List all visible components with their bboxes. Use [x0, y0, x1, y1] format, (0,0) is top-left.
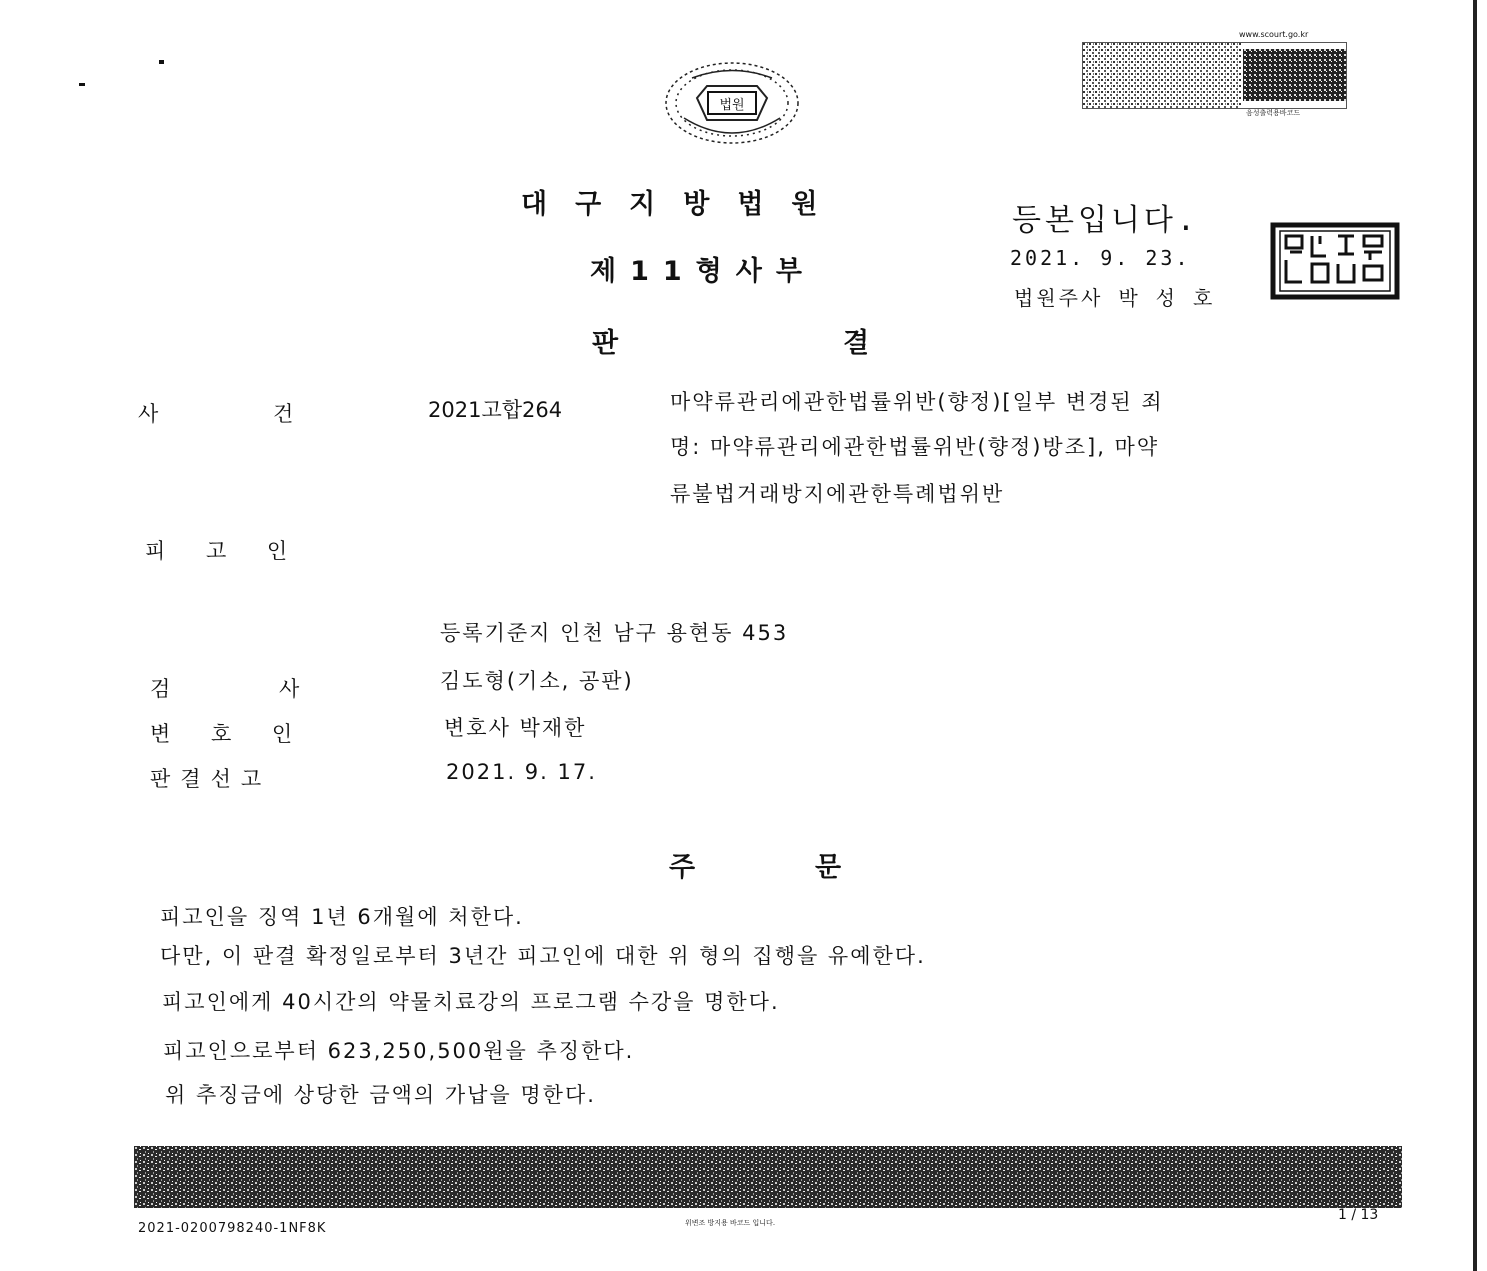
- doc-type-left: 판: [592, 328, 619, 359]
- official-seal-icon: [1270, 222, 1400, 300]
- barcode-note: 위변조 방지용 바코드 입니다.: [685, 1219, 776, 1227]
- case-number: 2021고합264: [428, 398, 563, 422]
- order-line: 피고인을 징역 1년 6개월에 처한다.: [160, 905, 524, 929]
- scan-speck: [159, 60, 164, 64]
- order-line: 피고인에게 40시간의 약물치료강의 프로그램 수강을 명한다.: [162, 990, 780, 1014]
- document-code: 2021-0200798240-1NF8K: [138, 1221, 327, 1236]
- registration-address: 등록기준지 인천 남구 용현동 453: [440, 621, 789, 645]
- audio-barcode: [1082, 42, 1347, 109]
- defendant-label: 피 고 인: [145, 539, 288, 563]
- doc-type-right: 결: [843, 328, 870, 359]
- court-emblem-icon: [662, 58, 802, 148]
- division-name: 제11형사부: [590, 256, 816, 287]
- svg-text:법원: 법원: [719, 98, 745, 113]
- order-heading-left: 주: [669, 852, 696, 883]
- counsel-name: 변호사 박재한: [444, 716, 587, 740]
- verdict-date: 2021. 9. 17.: [446, 760, 597, 784]
- counsel-label: 변 호 인: [150, 722, 293, 746]
- charge-line: 명: 마약류관리에관한법률위반(향정)방조], 마약: [670, 435, 1160, 459]
- order-line: 피고인으로부터 623,250,500원을 추징한다.: [163, 1039, 635, 1063]
- page-number: 1 / 13: [1338, 1207, 1379, 1223]
- court-name: 대구지방법원: [521, 189, 846, 220]
- qr-caption: 음성출력용바코드: [1246, 109, 1301, 117]
- verdict-date-label: 판결선고: [150, 767, 272, 791]
- prosecutor-label: 검 사: [150, 677, 300, 701]
- order-heading-right: 문: [815, 852, 842, 883]
- certification-date: 2021. 9. 23.: [1010, 246, 1191, 270]
- charge-line: 마약류관리에관한법률위반(향정)[일부 변경된 죄: [670, 390, 1164, 414]
- anti-forgery-barcode-icon: [134, 1146, 1402, 1208]
- charge-line: 류불법거래방지에관한특례법위반: [670, 482, 1005, 506]
- scan-edge-line: [1473, 0, 1477, 1271]
- certifying-clerk: 법원주사 박 성 호: [1014, 286, 1216, 310]
- order-line: 다만, 이 판결 확정일로부터 3년간 피고인에 대한 위 형의 집행을 유예한다.: [160, 944, 926, 968]
- case-label: 사 건: [138, 402, 294, 426]
- scan-speck: [79, 83, 85, 86]
- order-line: 위 추징금에 상당한 금액의 가납을 명한다.: [165, 1083, 596, 1107]
- qr-url: www.scourt.go.kr: [1239, 30, 1309, 39]
- certified-copy-title: 등본입니다.: [1012, 203, 1199, 238]
- barcode-pattern-icon: [1083, 43, 1346, 108]
- prosecutor-name: 김도형(기소, 공판): [440, 669, 634, 693]
